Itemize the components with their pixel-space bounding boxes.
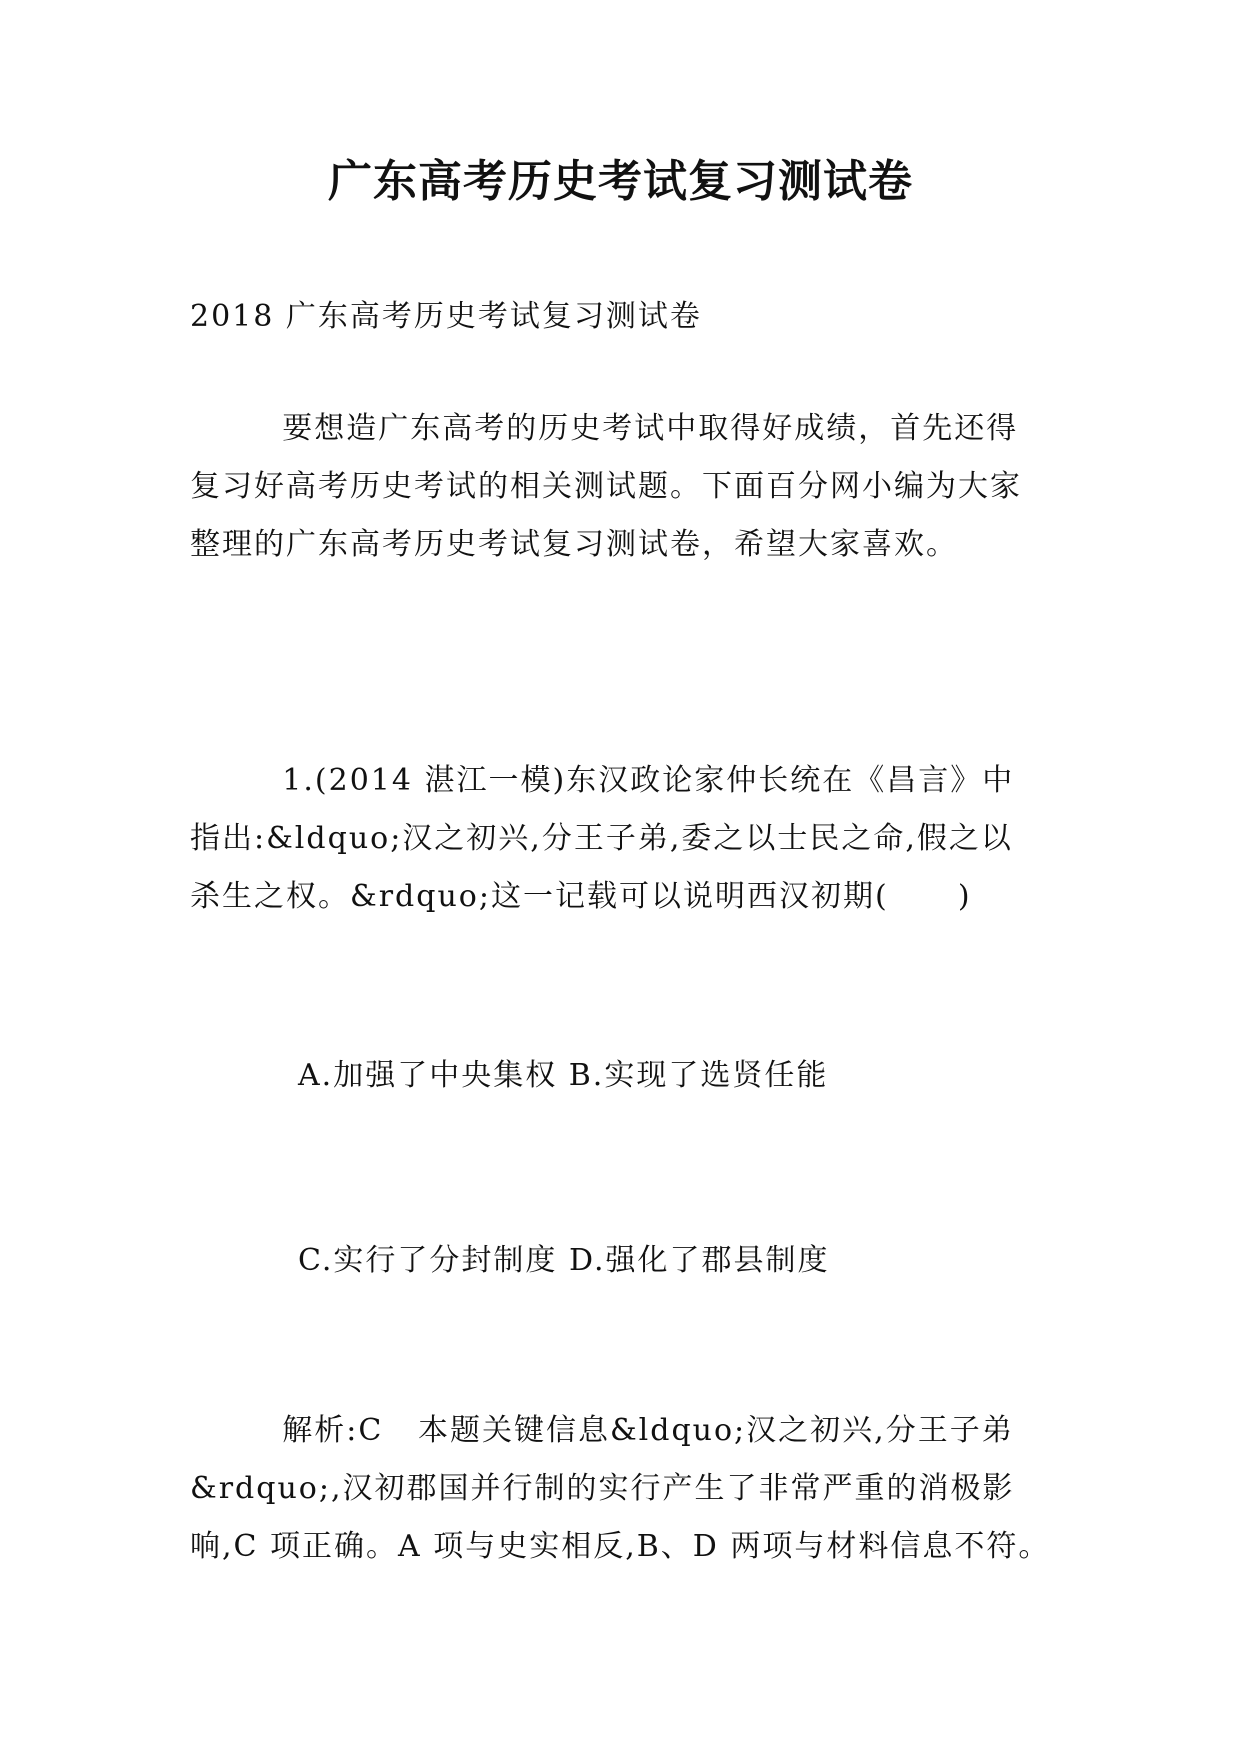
question-line-3: 杀生之权。&rdquo;这一记载可以说明西汉初期( ) (190, 879, 972, 914)
analysis-paragraph (190, 1402, 1052, 1576)
options-c-d-text: C.实行了分封制度 D.强化了郡县制度 (298, 1243, 830, 1278)
intro-line-2: 复习好高考历史考试的相关测试题。下面百分网小编为大家 (190, 469, 1022, 504)
intro-line-3: 整理的广东高考历史考试复习测试卷，希望大家喜欢。 (190, 527, 958, 562)
intro-line-1: 要想造广东高考的历史考试中取得好成绩，首先还得 (190, 411, 1019, 446)
question-line-1: 1.(2014 湛江一模)东汉政论家仲长统在《昌言》中 (190, 763, 1015, 798)
options-a-b-text: A.加强了中央集权 B.实现了选贤任能 (298, 1058, 829, 1093)
options-c-d (298, 1232, 1160, 1290)
question-line-2: 指出:&ldquo;汉之初兴,分王子弟,委之以士民之命,假之以 (190, 821, 1013, 856)
analysis-line-2: &rdquo;,汉初郡国并行制的实行产生了非常严重的消极影 (190, 1471, 1015, 1506)
question-1 (190, 752, 1052, 926)
document-subtitle (190, 288, 1052, 346)
document-title: 广东高考历史考试复习测试卷 (328, 156, 913, 207)
analysis-line-1: 解析:C 本题关键信息&ldquo;汉之初兴,分王子弟 (190, 1413, 1014, 1448)
intro-paragraph (190, 400, 1052, 574)
options-a-b (298, 1047, 1160, 1105)
subtitle-line: 2018 广东高考历史考试复习测试卷 (190, 299, 702, 334)
analysis-line-3: 响,C 项正确。A 项与史实相反,B、D 两项与材料信息不符。 (190, 1529, 1051, 1564)
